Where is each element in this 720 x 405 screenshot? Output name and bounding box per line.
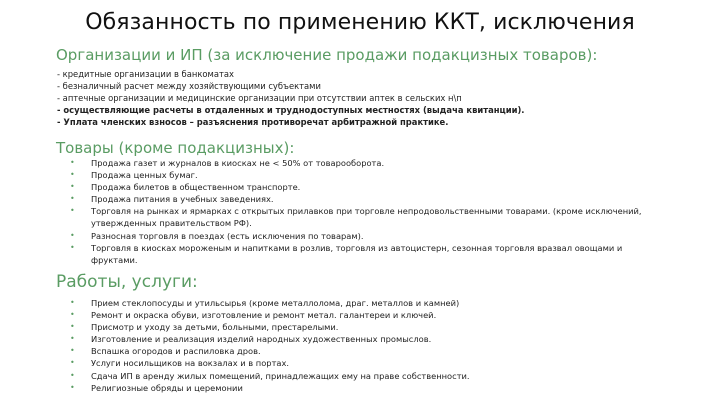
bullet-icon: • xyxy=(70,206,75,216)
list-item: - Уплата членских взносов – разъяснения противоречат арбитражной практике. xyxy=(57,117,449,128)
list-item: - безналичный расчет между хозяйствующими субъектами xyxy=(57,81,321,92)
bullet-icon: • xyxy=(70,358,75,368)
bullet-icon: • xyxy=(70,346,75,356)
list-item: • Сдача ИП в аренду жилых помещений, принадлежащих ему на праве собственности. xyxy=(70,370,470,381)
list-item: • Вспашка огородов и распиловка дров. xyxy=(70,346,261,357)
list-item: - аптечные организации и медицинские организации при отсутствии аптек в сельских н\п xyxy=(57,93,462,104)
bullet-icon: • xyxy=(70,170,75,180)
list-item: • Продажа питания в учебных заведениях. xyxy=(70,194,274,205)
bullet-icon: • xyxy=(70,370,75,380)
bullet-icon: • xyxy=(70,158,75,167)
list-item: • Торговля в киосках мороженым и напитками в розлив, торговля из автоцистерн, сезонная торговля вразвал овощами и xyxy=(70,242,623,253)
list-item: • Продажа газет и журналов в киосках не < 50% от товарооборота. xyxy=(70,158,385,168)
list-item: • Продажа билетов в общественном транспорте. xyxy=(70,182,301,193)
list-item: • Изготовление и реализация изделий народных художественных промыслов. xyxy=(70,334,432,345)
goods-list xyxy=(70,157,690,266)
bullet-icon: • xyxy=(70,230,75,240)
list-item: • Прием стеклопосуды и утильсырья (кроме металлолома, драг. металлов и камней) xyxy=(70,298,460,308)
bullet-icon: • xyxy=(70,334,75,344)
list-item: • Присмотр и уходу за детьми, больными, престарелыми. xyxy=(70,322,339,333)
list-item-continuation: утвержденных правительством РФ). xyxy=(91,218,252,229)
bullet-icon: • xyxy=(70,310,75,320)
bullet-icon: • xyxy=(70,298,75,307)
section-heading-organizations: Организации и ИП (за исключение продажи подакцизных товаров): xyxy=(56,46,598,64)
bullet-icon: • xyxy=(70,194,75,204)
bullet-icon: • xyxy=(70,242,75,252)
page-title: Обязанность по применению ККТ, исключения xyxy=(85,10,635,35)
list-item: • Религиозные обряды и церемонии xyxy=(70,382,243,393)
list-item: • Услуги носильщиков на вокзалах и в портах. xyxy=(70,358,290,369)
list-item: • Торговля на рынках и ярмарках с открытых прилавков при торговле непродовольственными товарами. (кроме исключений, xyxy=(70,206,642,217)
list-item: • Ремонт и окраска обуви, изготовление и ремонт метал. галантереи и ключей. xyxy=(70,310,437,321)
list-item: • Разносная торговля в поездах (есть исключения по товарам). xyxy=(70,230,364,241)
bullet-icon: • xyxy=(70,322,75,332)
services-list xyxy=(70,297,690,394)
bullet-icon: • xyxy=(70,182,75,192)
bullet-icon: • xyxy=(70,382,75,392)
list-item-continuation: фруктами. xyxy=(91,254,138,265)
organizations-list xyxy=(57,68,697,128)
section-heading-services: Работы, услуги: xyxy=(56,272,198,292)
list-item: • Продажа ценных бумаг. xyxy=(70,170,198,181)
list-item: - осуществляющие расчеты в отдаленных и труднодоступных местностях (выдача квитанции). xyxy=(57,105,525,116)
section-heading-goods: Товары (кроме подакцизных): xyxy=(56,139,295,157)
list-item: - кредитные организации в банкоматах xyxy=(57,69,234,79)
